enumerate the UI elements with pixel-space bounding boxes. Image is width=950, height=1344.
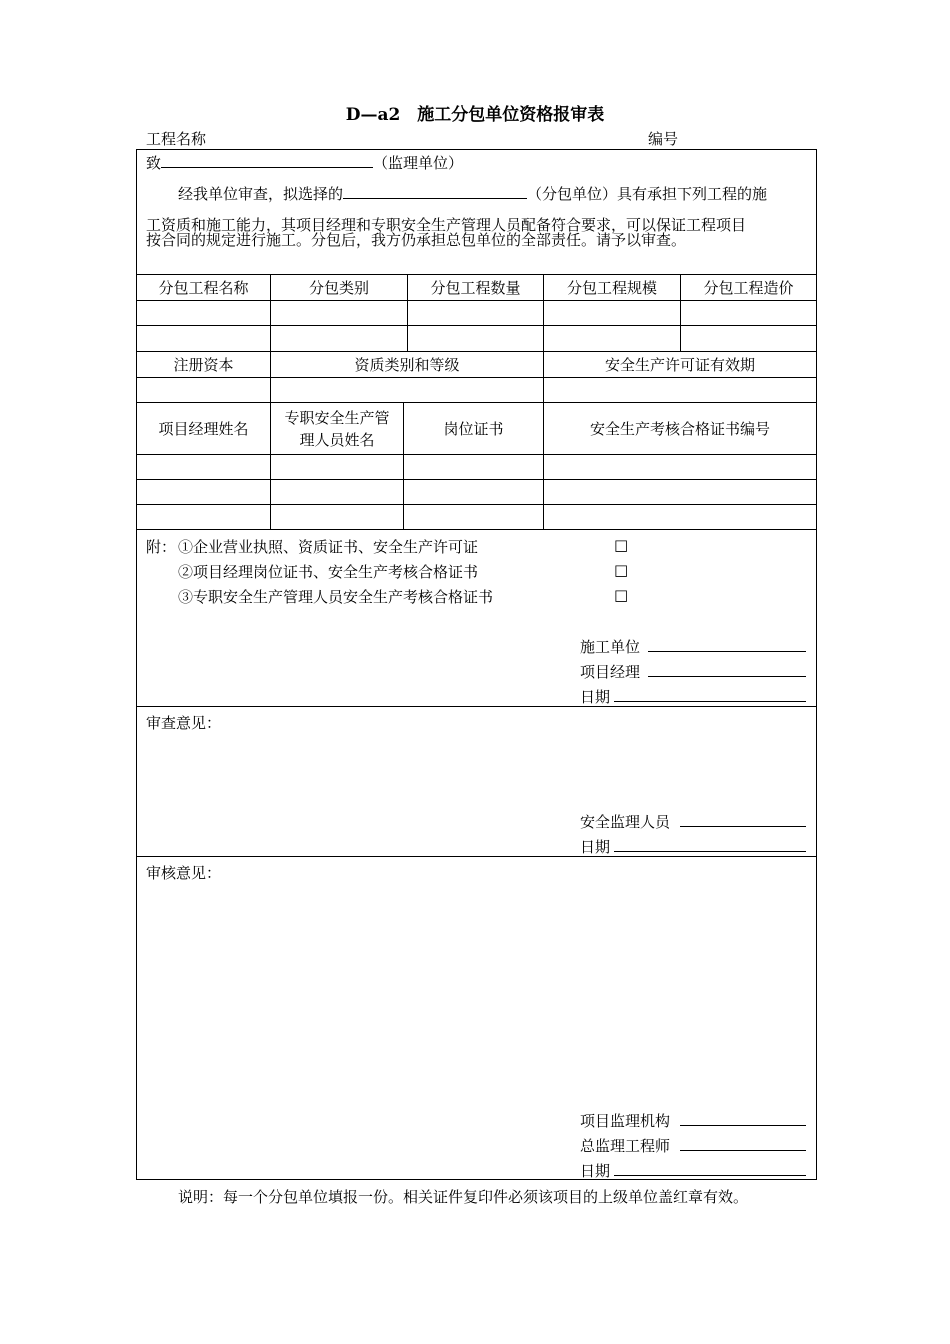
attachment-checkbox[interactable]: □ (614, 561, 629, 579)
subcontractor-field[interactable] (343, 184, 527, 199)
divider (136, 856, 817, 857)
to-prefix: 致 (146, 154, 162, 172)
th-sub-cost: 分包工程造价 (703, 278, 794, 297)
divider (136, 454, 817, 455)
divider (136, 529, 817, 530)
attachment-item: ②项目经理岗位证书、安全生产考核合格证书 (178, 563, 479, 581)
date-field[interactable] (614, 1161, 806, 1176)
construction-unit-label: 施工单位 (580, 638, 641, 656)
attachment-checkbox[interactable]: □ (614, 586, 629, 604)
footnote: 说明：每一个分包单位填报一份。相关证件复印件必须该项目的上级单位盖红章有效。 (178, 1188, 749, 1206)
th-registered-capital: 注册资本 (173, 355, 234, 374)
supervisor-unit-field[interactable] (161, 153, 373, 168)
th-qualification-grade: 资质类别和等级 (354, 355, 460, 374)
supervision-org-field[interactable] (680, 1111, 806, 1126)
date-field[interactable] (614, 837, 806, 852)
to-suffix: （监理单位） (373, 154, 464, 172)
th-post-certificate: 岗位证书 (443, 419, 504, 438)
th-sub-scale: 分包工程规模 (566, 278, 657, 297)
th-safety-officer-name: 专职安全生产管理人员姓名 (284, 408, 390, 449)
number-label: 编号 (648, 130, 679, 148)
chief-engineer-label: 总监理工程师 (580, 1137, 671, 1155)
divider (136, 479, 817, 480)
attachment-item: ①企业营业执照、资质证书、安全生产许可证 (178, 538, 479, 556)
divider (136, 504, 817, 505)
date-label: 日期 (580, 1162, 611, 1180)
attachment-item: ③专职安全生产管理人员安全生产考核合格证书 (178, 588, 494, 606)
th-sub-category: 分包类别 (308, 278, 369, 297)
divider (136, 377, 817, 378)
attachment-checkbox[interactable]: □ (614, 536, 629, 554)
date-label: 日期 (580, 838, 611, 856)
project-manager-label: 项目经理 (580, 663, 641, 681)
intro-line-2: 工资质和施工能力，其项目经理和专职安全生产管理人员配备符合要求，可以保证工程项目 (146, 216, 747, 234)
th-safety-permit-validity: 安全生产许可证有效期 (604, 355, 755, 374)
project-manager-field[interactable] (648, 662, 806, 677)
supervision-org-label: 项目监理机构 (580, 1112, 671, 1130)
construction-unit-field[interactable] (648, 637, 806, 652)
divider (136, 706, 817, 707)
audit-opinion-label: 审核意见： (146, 864, 222, 882)
addressee-line (146, 148, 814, 179)
divider (136, 325, 817, 326)
th-sub-project-name: 分包工程名称 (158, 278, 249, 297)
review-opinion-label: 审查意见： (146, 714, 222, 732)
page-title: D—a2 施工分包单位资格报审表 (345, 105, 605, 125)
safety-supervisor-label: 安全监理人员 (580, 813, 671, 831)
intro-line-1: 经我单位审查，拟选择的 （分包单位）具有承担下列工程的施 (178, 185, 768, 203)
project-name-label: 工程名称 (146, 130, 207, 148)
attachments-prefix: 附： (146, 538, 177, 556)
th-project-manager-name: 项目经理姓名 (158, 419, 249, 438)
divider (136, 300, 817, 301)
date-field[interactable] (614, 687, 806, 702)
th-safety-cert-number: 安全生产考核合格证书编号 (589, 419, 770, 438)
chief-engineer-field[interactable] (680, 1136, 806, 1151)
date-label: 日期 (580, 688, 611, 706)
safety-supervisor-field[interactable] (680, 812, 806, 827)
intro-line-3-text: 按合同的规定进行施工。分包后，我方仍承担总包单位的全部责任。请予以审查。 (146, 231, 687, 249)
th-sub-quantity: 分包工程数量 (430, 278, 521, 297)
